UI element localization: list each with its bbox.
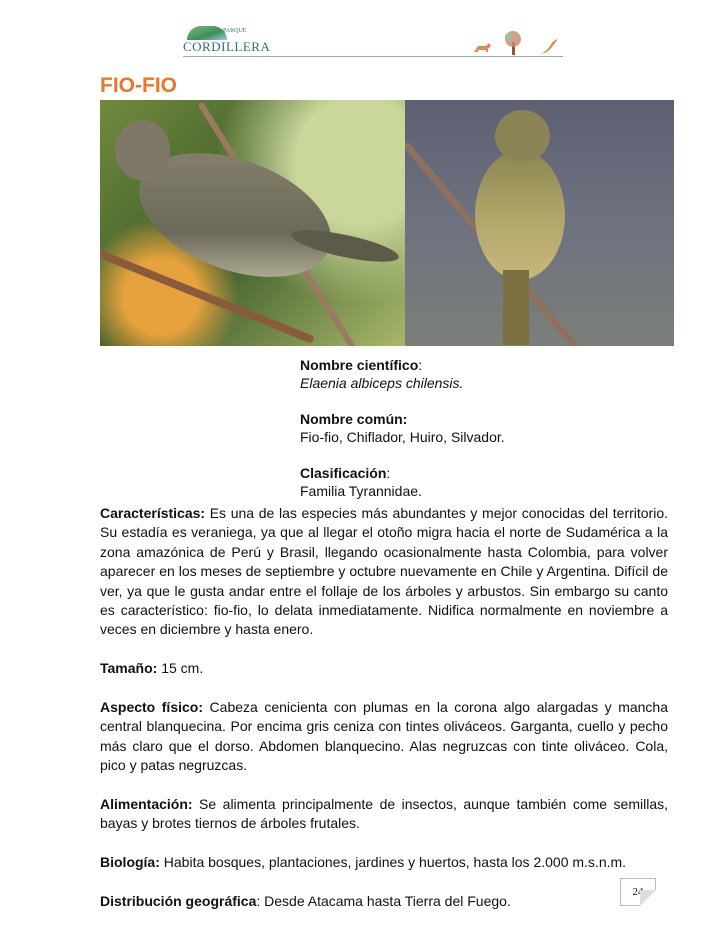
bird-photo-right	[405, 100, 674, 346]
parque-cordillera-logo	[183, 26, 271, 56]
section-alimentacion	[100, 795, 668, 834]
classification-label: Clasificación	[300, 465, 387, 481]
page-number: 24	[620, 878, 656, 906]
species-info: Nombre científico: Elaenia albiceps chilensis. Nombre común: Fio-fio, Chiflador, Huiro, Silvador. Clasificación: Familia Tyrannidae.	[300, 357, 505, 499]
description-body	[100, 504, 668, 931]
section-label: Alimentación:	[100, 796, 193, 813]
section-distribucion	[100, 892, 668, 911]
section-caracteristicas	[100, 504, 668, 640]
scientific-name-value: Elaenia albiceps chilensis.	[300, 375, 464, 391]
section-text: Es una de las especies más abundantes y mejor conocidas del territorio. Su estadía es veraniega, ya que al llegar el otoño migra hacia el norte de Sudamérica a la zona amazónica de Perú y Brasil, llegando ocasionalmente hasta Colombia, para volver aparecer en los meses de septiembre y octubre nuevamente en Chile y Argentina. Difícil de ver, ya que le gusta andar entre el follaje de los árboles y arbustos. Sin embargo su canto es característico: fio-fio, lo delata inmediatamente. Nidifica normalmente en noviembre a veces en diciembre y hasta enero.	[100, 505, 668, 638]
scientific-name-label: Nombre científico	[300, 357, 419, 373]
section-label: Características:	[100, 505, 206, 521]
logo-text-main: CORDILLERA	[183, 39, 271, 54]
section-text: Cabeza cenicienta con plumas en la corona algo alargadas y mancha central blanquecina. Por encima gris ceniza con tintes oliváceos. Garganta, cuello y pecho más claro que el dorso. Abdomen blanquecino. Alas negruzcas con tinte oliváceo. Cola, pico y patas negruzcas.	[100, 699, 669, 774]
classification-value: Familia Tyrannidae.	[300, 483, 422, 499]
common-name-label: Nombre común:	[300, 411, 408, 427]
logo-text-top: PARQUE	[223, 28, 247, 34]
section-label: Aspecto físico:	[100, 699, 204, 716]
mountain-icon	[187, 26, 227, 40]
page-title: FIO-FIO	[100, 74, 177, 97]
header-divider	[183, 56, 563, 57]
section-label: Biología:	[100, 854, 160, 871]
section-text: : Desde Atacama hasta Tierra del Fuego.	[256, 893, 511, 910]
section-text: 15 cm.	[157, 660, 204, 677]
section-aspecto	[100, 698, 668, 776]
section-label: Tamaño:	[100, 660, 158, 677]
bird-photo-left	[100, 100, 405, 346]
section-text: Habita bosques, plantaciones, jardines y huertos, hasta los 2.000 m.s.n.m.	[159, 854, 627, 871]
common-name-value: Fio-fio, Chiflador, Huiro, Silvador.	[300, 429, 505, 445]
section-text: Se alimenta principalmente de insectos, aunque también come semillas, bayas y brotes tiernos de árboles frutales.	[100, 796, 668, 832]
fox-tree-bird-decoration-icon	[470, 30, 565, 56]
section-biologia	[100, 853, 668, 872]
section-label: Distribución geográfica	[100, 893, 257, 910]
section-tamano	[100, 659, 668, 678]
